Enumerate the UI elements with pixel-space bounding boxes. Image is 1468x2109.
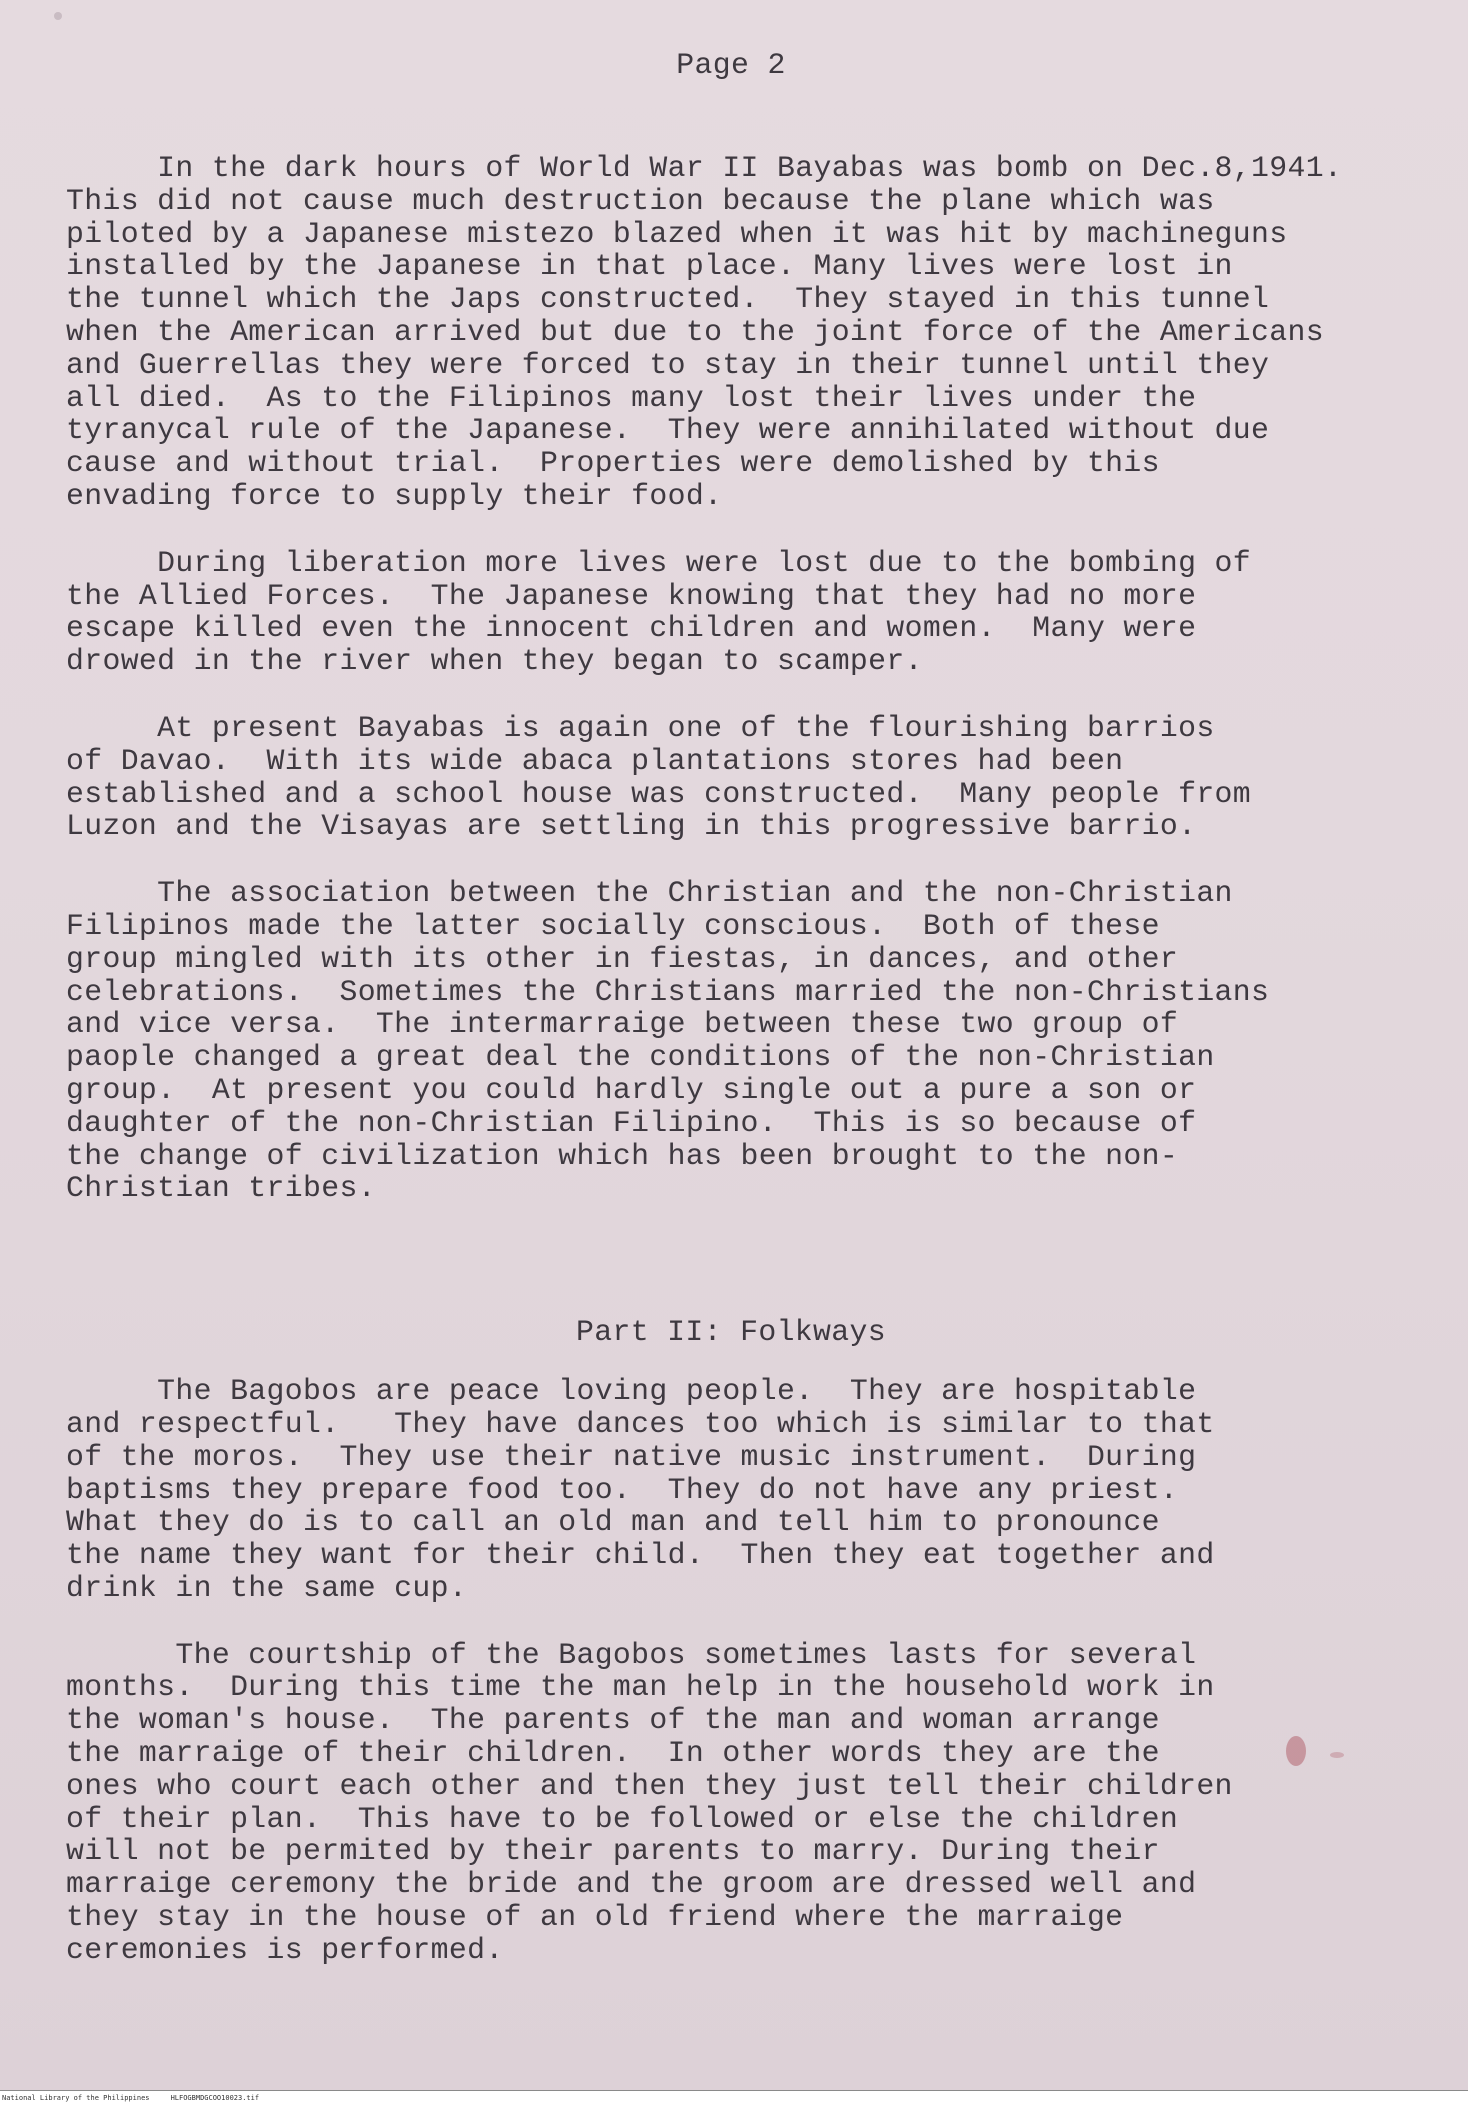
text-line: marraige ceremony the bride and the groom are dressed well and <box>66 1867 1197 1902</box>
text-line: drink in the same cup. <box>66 1570 468 1605</box>
section-heading: Part II: Folkways <box>576 1315 886 1350</box>
text-line: group mingled with its other in fiestas, in dances, and other <box>66 941 1179 976</box>
text-line: group. At present you could hardly single out a pure a son or <box>66 1072 1197 1107</box>
paragraph-world-war <box>66 152 1446 513</box>
text-line: During liberation more lives were lost due to the bombing of <box>66 545 1252 580</box>
text-line: piloted by a Japanese mistezo blazed when it was hit by machineguns <box>66 216 1288 251</box>
paper-spot <box>54 12 62 20</box>
text-line: the change of civilization which has been brought to the non- <box>66 1138 1179 1173</box>
text-line: In the dark hours of World War II Bayabas was bomb on Dec.8,1941. <box>66 151 1343 185</box>
text-line: paople changed a great deal the conditions of the non-Christian <box>66 1040 1215 1075</box>
paragraph-association <box>66 877 1446 1205</box>
text-line: tyranycal rule of the Japanese. They were annihilated without due <box>66 413 1270 448</box>
text-line: drowed in the river when they began to scamper. <box>66 644 923 679</box>
text-line: installed by the Japanese in that place. Many lives were lost in <box>66 249 1233 284</box>
text-line: At present Bayabas is again one of the flourishing barrios <box>66 710 1215 745</box>
text-line: and Guerrellas they were forced to stay in their tunnel until they <box>66 347 1270 382</box>
text-line: the Allied Forces. The Japanese knowing that they had no more <box>66 578 1197 613</box>
text-line: envading force to supply their food. <box>66 478 723 513</box>
text-line: The courtship of the Bagobos sometimes lasts for several <box>66 1637 1197 1672</box>
paragraph-present <box>66 712 1446 843</box>
text-line: What they do is to call an old man and tell him to pronounce <box>66 1505 1160 1540</box>
paragraph-bagobos <box>66 1375 1446 1605</box>
text-line: escape killed even the innocent children and women. Many were <box>66 611 1197 646</box>
scan-footer <box>0 2090 1468 2109</box>
text-line: cause and without trial. Properties were demolished by this <box>66 446 1160 481</box>
text-line: baptisms they prepare food too. They do not have any priest. <box>66 1472 1179 1507</box>
text-line: daughter of the non-Christian Filipino. This is so because of <box>66 1105 1197 1140</box>
text-line: The association between the Christian and the non-Christian <box>66 876 1233 911</box>
paragraph-courtship <box>66 1639 1446 1967</box>
text-line: ones who court each other and then they just tell their children <box>66 1768 1233 1803</box>
text-line: Christian tribes. <box>66 1171 376 1206</box>
text-line: ceremonies is performed. <box>66 1932 504 1967</box>
text-line: and vice versa. The intermarraige between these two group of <box>66 1007 1179 1042</box>
text-line: The Bagobos are peace loving people. They are hospitable <box>66 1374 1197 1409</box>
text-line: they stay in the house of an old friend where the marraige <box>66 1900 1124 1935</box>
text-line: of Davao. With its wide abaca plantations stores had been <box>66 743 1124 778</box>
text-line: the marraige of their children. In other words they are the <box>66 1736 1160 1771</box>
text-line: Filipinos made the latter socially conscious. Both of these <box>66 908 1160 943</box>
typed-text-column <box>66 48 1446 2001</box>
text-line: the name they want for their child. Then they eat together and <box>66 1538 1215 1573</box>
text-line: the woman's house. The parents of the man and woman arrange <box>66 1703 1160 1738</box>
text-line: This did not cause much destruction because the plane which was <box>66 183 1215 218</box>
text-line: established and a school house was constructed. Many people from <box>66 776 1252 811</box>
text-line: of the moros. They use their native music instrument. During <box>66 1439 1197 1474</box>
page-number: Page 2 <box>676 48 786 82</box>
text-line: will not be permited by their parents to marry. During their <box>66 1834 1160 1869</box>
text-line: when the American arrived but due to the joint force of the Americans <box>66 314 1324 349</box>
text-line: of their plan. This have to be followed or else the children <box>66 1801 1179 1836</box>
text-line: months. During this time the man help in the household work in <box>66 1670 1215 1705</box>
paragraph-liberation <box>66 547 1446 678</box>
text-line: the tunnel which the Japs constructed. They stayed in this tunnel <box>66 282 1270 317</box>
text-line: Luzon and the Visayas are settling in this progressive barrio. <box>66 809 1197 844</box>
footer-caption: National Library of the Philippines HLFOGBMDGCOO10023.tif <box>2 2094 260 2102</box>
text-line: all died. As to the Filipinos many lost their lives under the <box>66 380 1197 415</box>
text-line: celebrations. Sometimes the Christians married the non-Christians <box>66 974 1270 1009</box>
text-line: and respectful. They have dances too which is similar to that <box>66 1406 1215 1441</box>
